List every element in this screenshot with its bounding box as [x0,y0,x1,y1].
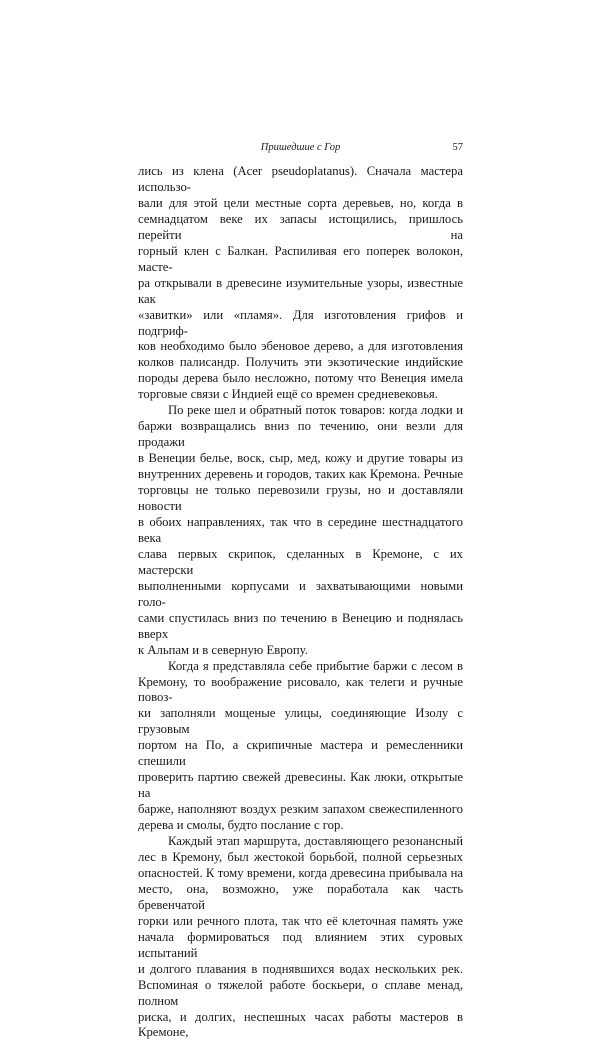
body-line: в обоих направлениях, так что в середине шестнадцатого века [138,514,463,545]
body-line: слава первых скрипок, сделанных в Кремоне, с их мастерски [138,546,463,577]
body-line: горный клен с Балкан. Распиливая его поперек волокон, масте- [138,243,463,274]
body-line: вали для этой цели местные сорта деревьев, но, когда в [138,195,463,210]
body-line: торговцы не только перевозили грузы, но и доставляли новости [138,483,463,514]
body-line: Кремону, то воображение рисовало, как телеги и ручные повоз- [138,674,463,705]
body-line: породы дерева было несложно, потому что Венеция имела [138,371,463,386]
body-line: в Венеции белье, воск, сыр, мед, кожу и другие товары из [138,451,463,466]
body-line: опасностей. К тому времени, когда древесина прибывала на [138,865,463,880]
body-line: колков палисандр. Получить эти экзотические индийские [138,355,463,370]
body-line: семнадцатом веке их запасы истощились, пришлось перейти на [138,211,463,242]
body-line: дерева и смолы, будто послание с гор. [138,818,344,833]
body-line: баржи возвращались вниз по течению, они везли для продажи [138,419,463,450]
body-line: внутренних деревень и городов, таких как Кремона. Речные [138,467,463,482]
body-line: лись из клена (Acer pseudoplatanus). Сначала мастера использо- [138,164,463,194]
body-line: портом на По, а скрипичные мастера и ремесленники спешили [138,738,463,769]
body-line: горки или речного плота, так что её клеточная память уже [138,913,463,928]
body-line: Каждый этап маршрута, доставляющего резонансный [168,834,463,849]
body-line: торговые связи с Индией ещё со времен средневековья. [138,387,438,402]
body-line: начала формироваться под влиянием этих суровых испытаний [138,929,463,960]
body-text [138,164,463,1041]
page-number: 57 [452,142,463,153]
body-line: ки заполняли мощеные улицы, соединяющие Изолу с грузовым [138,706,463,737]
body-line: к Альпам и в северную Европу. [138,642,308,657]
body-line: сами спустилась вниз по течению в Венецию и поднялась вверх [138,610,463,641]
body-line: лес в Кремону, был жестокой борьбой, полной серьезных [138,849,463,864]
body-line: По реке шел и обратный поток товаров: когда лодки и [168,403,463,418]
body-line: барже, наполняют воздух резким запахом свежеспиленного [138,802,463,817]
body-line: проверить партию свежей древесины. Как люки, открытые на [138,770,463,801]
body-line: «завитки» или «пламя». Для изготовления грифов и подгриф- [138,307,463,338]
body-line: место, она, возможно, уже поработала как часть бревенчатой [138,881,463,912]
body-line: и долгого плавания в поднявшихся водах нескольких рек. [138,961,463,976]
page-header [138,141,463,155]
body-line: риска, и долгих, неспешных часах работы мастеров в Кремоне, [138,1009,463,1040]
body-line: выполненными корпусами и захватывающими новыми голо- [138,578,463,609]
body-line: Когда я представляла себе прибытие баржи с лесом в [168,658,463,673]
running-title: Пришедшие с Гор [260,142,341,153]
body-line: ра открывали в древесине изумительные узоры, известные как [138,275,463,306]
body-line: Вспоминая о тяжелой работе боскьери, о сплаве менад, полном [138,977,463,1008]
body-line: ков необходимо было эбеновое дерево, а для изготовления [138,339,463,354]
